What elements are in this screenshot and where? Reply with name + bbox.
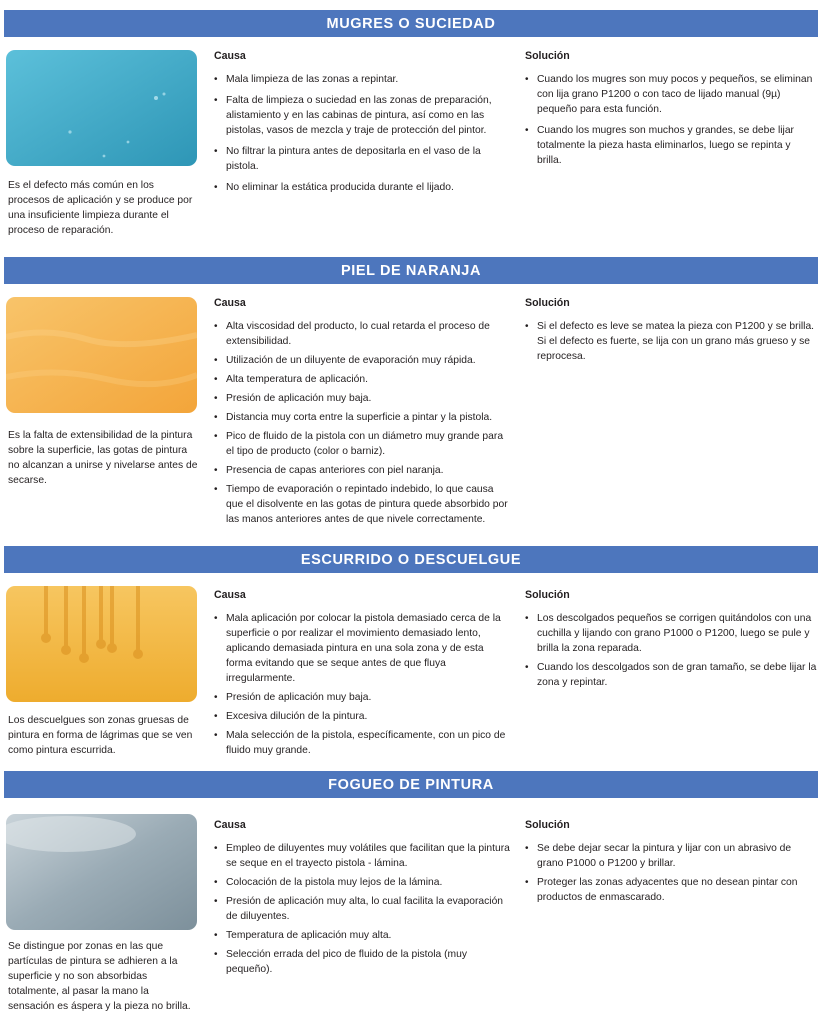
solucion-list xyxy=(525,319,818,364)
defect-description: Es el defecto más común en los procesos de aplicación y se produce por una insuficiente limpieza durante el proceso de reparación. xyxy=(8,180,193,236)
list-item: • Selección errada del pico de fluido de la pistola (muy pequeño). xyxy=(214,947,512,977)
list-item: • Distancia muy corta entre la superficie a pintar y la pistola. xyxy=(214,410,512,425)
list-item: • Empleo de diluyentes muy volátiles que facilitan que la pintura se seque en el trayecto pistola - lámina. xyxy=(214,841,512,871)
causa-heading: Causa xyxy=(214,819,246,831)
solucion-heading: Solución xyxy=(525,50,570,62)
section-title: FOGUEO DE PINTURA xyxy=(4,771,818,798)
list-item: • Presión de aplicación muy alta, lo cual facilita la evaporación de diluyentes. xyxy=(214,894,512,924)
defect-sample-image xyxy=(6,586,197,702)
solucion-list xyxy=(525,611,818,690)
list-item: • Alta viscosidad del producto, lo cual retarda el proceso de extensibilidad. xyxy=(214,319,512,349)
causa-list xyxy=(214,841,512,977)
list-item: • Mala aplicación por colocar la pistola demasiado cerca de la superficie o por realizar el movimiento demasiado lento, aplicando demasiada pintura en una sola zona y de esta forma evitando que se seque antes de que fluya irregularmente. xyxy=(214,611,512,686)
list-item: • Pico de fluido de la pistola con un diámetro muy grande para el tipo de producto (color o barniz). xyxy=(214,429,512,459)
list-item: • Se debe dejar secar la pintura y lijar con un abrasivo de grano P1000 o P1200 y brillar. xyxy=(525,841,818,871)
list-item: • Mala selección de la pistola, específicamente, con un pico de fluido muy grande. xyxy=(214,728,512,758)
list-item: • No filtrar la pintura antes de depositarla en el vaso de la pistola. xyxy=(214,144,512,174)
list-item: • Falta de limpieza o suciedad en las zonas de preparación, alistamiento y en las cabinas de pintura, así como en las pistolas, vasos de mezcla y traje de protección del pintor. xyxy=(214,93,512,138)
section-title: ESCURRIDO O DESCUELGUE xyxy=(4,546,818,573)
causa-list xyxy=(214,319,512,527)
list-item: • Proteger las zonas adyacentes que no desean pintar con productos de enmascarado. xyxy=(525,875,818,905)
causa-heading: Causa xyxy=(214,589,246,601)
causa-list xyxy=(214,72,512,195)
list-item: • Presencia de capas anteriores con piel naranja. xyxy=(214,463,512,478)
defect-description: Los descuelgues son zonas gruesas de pintura en forma de lágrimas que se ven como pintura escurrida. xyxy=(8,715,193,756)
solucion-list xyxy=(525,72,818,168)
list-item: • Excesiva dilución de la pintura. xyxy=(214,709,512,724)
list-item: • Presión de aplicación muy baja. xyxy=(214,391,512,406)
solucion-heading: Solución xyxy=(525,819,570,831)
section-title: MUGRES O SUCIEDAD xyxy=(4,10,818,37)
list-item: • Colocación de la pistola muy lejos de la lámina. xyxy=(214,875,512,890)
causa-list xyxy=(214,611,512,758)
list-item: • Temperatura de aplicación muy alta. xyxy=(214,928,512,943)
solucion-heading: Solución xyxy=(525,297,570,309)
defect-sample-image xyxy=(6,297,197,413)
list-item: • Utilización de un diluyente de evaporación muy rápida. xyxy=(214,353,512,368)
list-item: • Presión de aplicación muy baja. xyxy=(214,690,512,705)
defect-sample-image xyxy=(6,814,197,930)
list-item: • Si el defecto es leve se matea la pieza con P1200 y se brilla. Si el defecto es fuerte, se lija con un grano más grueso y se reprocesa. xyxy=(525,319,818,364)
list-item: • Cuando los descolgados son de gran tamaño, se debe lijar la zona y repintar. xyxy=(525,660,818,690)
list-item: • Tiempo de evaporación o repintado indebido, lo que causa que el disolvente en las gotas de pintura quede absorbido por las manos anteriores antes de que nivele correctamente. xyxy=(214,482,512,527)
defect-sample-image xyxy=(6,50,197,166)
solucion-list xyxy=(525,841,818,905)
list-item: • Alta temperatura de aplicación. xyxy=(214,372,512,387)
causa-heading: Causa xyxy=(214,297,246,309)
list-item: • Los descolgados pequeños se corrigen quitándolos con una cuchilla y lijando con grano P1000 o P1200, luego se pule y brilla la zona reparada. xyxy=(525,611,818,656)
causa-heading: Causa xyxy=(214,50,246,62)
list-item: • Cuando los mugres son muy pocos y pequeños, se eliminan con lija grano P1200 o con taco de lijado manual (9µ) pequeño para esta función. xyxy=(525,72,818,117)
list-item: • No eliminar la estática producida durante el lijado. xyxy=(214,180,512,195)
list-item: • Mala limpieza de las zonas a repintar. xyxy=(214,72,512,87)
defect-description: Se distingue por zonas en las que partículas de pintura se adhieren a la superficie y no son absorbidas totalmente, al pasar la mano la sensación es áspera y la pieza no brilla. xyxy=(8,941,191,1012)
list-item: • Cuando los mugres son muchos y grandes, se debe lijar totalmente la pieza hasta eliminarlos, luego se repinta y brilla. xyxy=(525,123,818,168)
solucion-heading: Solución xyxy=(525,589,570,601)
defect-description: Es la falta de extensibilidad de la pintura sobre la superficie, las gotas de pintura no alcanzan a unirse y nivelarse antes de secarse. xyxy=(8,430,198,486)
section-title: PIEL DE NARANJA xyxy=(4,257,818,284)
